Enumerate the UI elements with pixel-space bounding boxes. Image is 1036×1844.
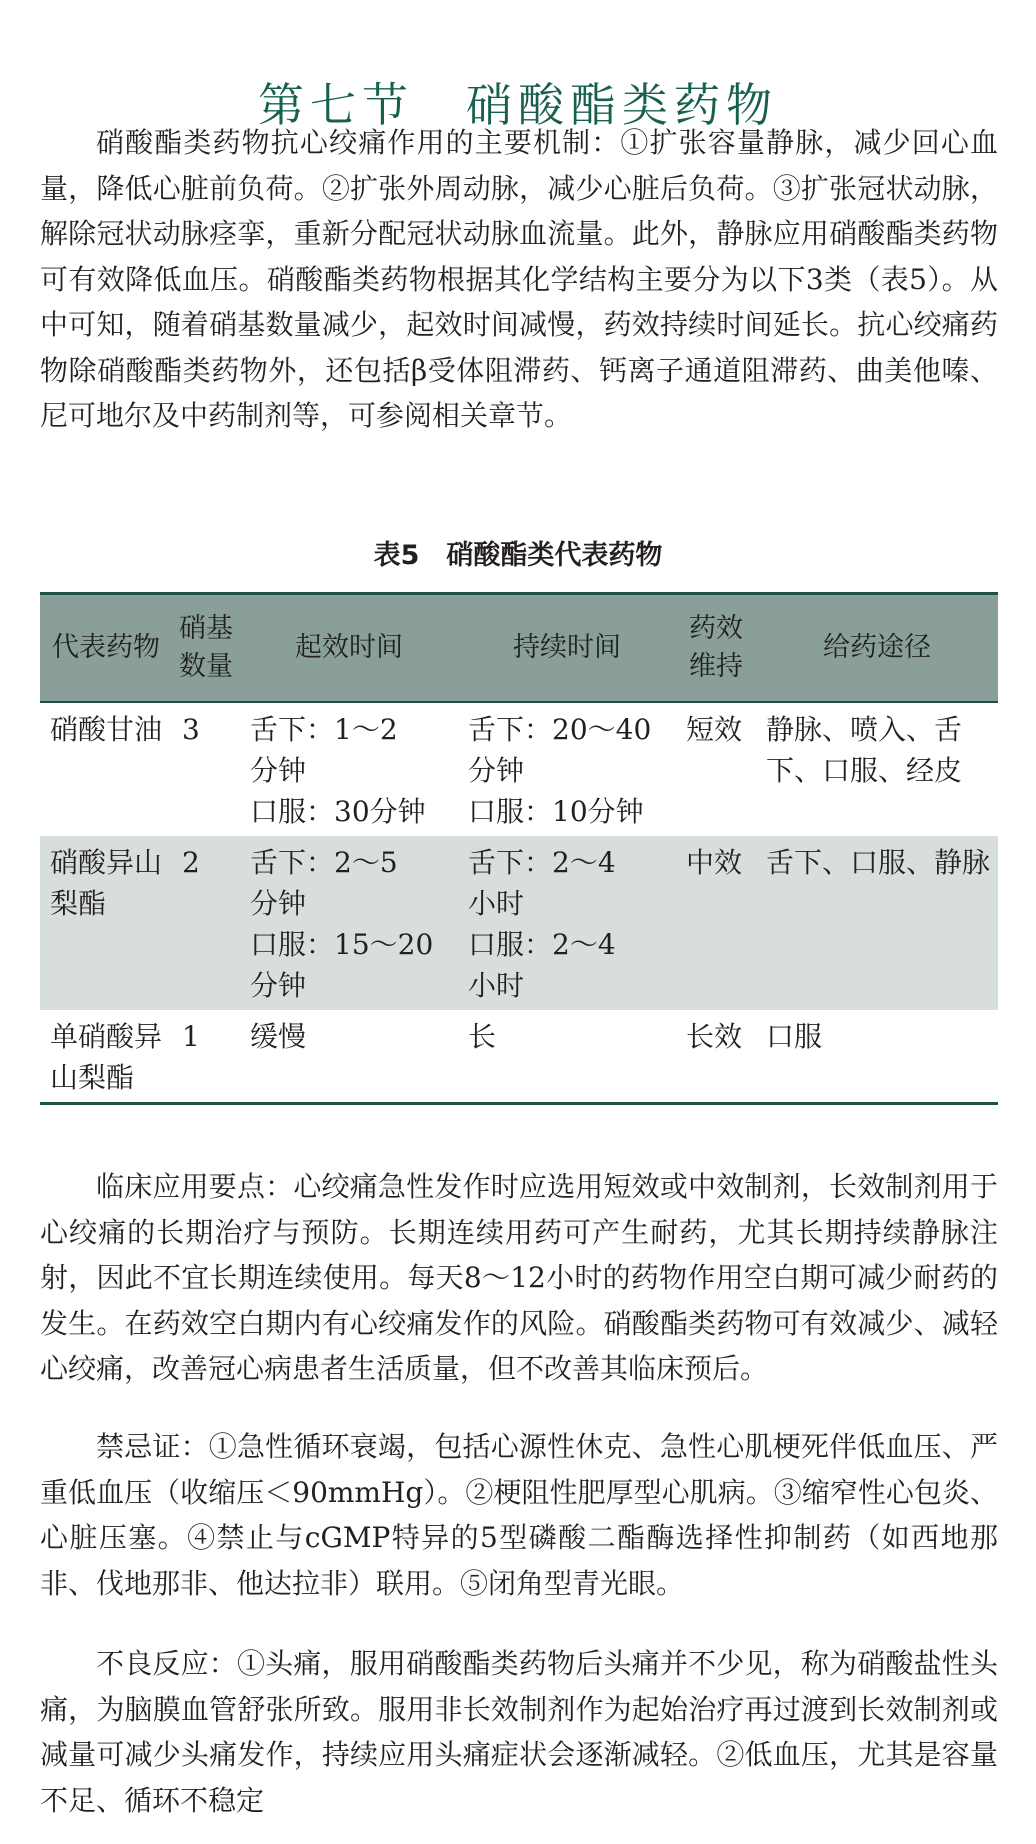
clinical-usage-paragraph: 临床应用要点：心绞痛急性发作时应选用短效或中效制剂，长效制剂用于心绞痛的长期治疗与预防。长期连续用药可产生耐药，尤其长期持续静脉注射，因此不宜长期连续使用。每天8～12小时的药物作用空白期可减少耐药的发生。在药效空白期内有心绞痛发作的风险。硝酸酯类药物可有效减少、减轻心绞痛，改善冠心病患者生活质量，但不改善其临床预后。: [40, 1170, 998, 1385]
drug-name: 硝酸甘油: [50, 713, 163, 746]
duration-line: 小时: [468, 969, 525, 1002]
duration-line: 长: [468, 1020, 497, 1053]
table-row: [40, 836, 998, 1010]
intro-paragraph: 硝酸酯类药物抗心绞痛作用的主要机制：①扩张容量静脉，减少回心血量，降低心脏前负荷。②扩张外周动脉，减少心脏后负荷。③扩张冠状动脉，解除冠状动脉痉挛，重新分配冠状动脉血流量。此外，静脉应用硝酸酯类药物可有效降低血压。硝酸酯类药物根据其化学结构主要分为以下3类（表5）。从中可知，随着硝基数量减少，起效时间减慢，药效持续时间延长。抗心绞痛药物除硝酸酯类药物外，还包括β受体阻滞药、钙离子通道阻滞药、曲美他嗪、尼可地尔及中药制剂等，可参阅相关章节。: [40, 126, 998, 432]
duration-cell: [458, 836, 676, 1010]
header-onset: 起效时间: [240, 594, 458, 703]
onset-cell: [240, 702, 458, 836]
table-header-row: [40, 594, 998, 703]
nitrate-drug-table: [40, 592, 998, 1105]
header-effect: 药效维持: [676, 594, 756, 703]
onset-cell: [240, 1010, 458, 1104]
effect-duration: 中效: [686, 846, 743, 879]
table-row: [40, 702, 998, 836]
table-caption: 表5 硝酸酯类代表药物: [373, 540, 663, 571]
onset-cell: [240, 836, 458, 1010]
onset-line: 缓慢: [250, 1020, 307, 1053]
onset-line: 分钟: [250, 887, 307, 920]
drug-name: 硝酸异山梨酯: [50, 846, 163, 920]
adverse-reactions-paragraph: 不良反应：①头痛，服用硝酸酯类药物后头痛并不少见，称为硝酸盐性头痛，为脑膜血管舒张所致。服用非长效制剂作为起始治疗再过渡到长效制剂或减量可减少头痛发作，持续应用头痛症状会逐渐减轻。②低血压，尤其是容量不足、循环不稳定: [40, 1647, 998, 1817]
header-drug: 代表药物: [40, 594, 172, 703]
duration-cell: [458, 702, 676, 836]
header-route: 给药途径: [756, 594, 998, 703]
effect-duration: 长效: [676, 1010, 756, 1104]
section-title: 第七节 硝酸酯类药物: [258, 77, 778, 132]
effect-duration: 短效: [686, 713, 743, 746]
onset-line: 分钟: [250, 754, 307, 787]
duration-line: 分钟: [468, 754, 525, 787]
onset-line: 分钟: [250, 969, 307, 1002]
route: 口服: [756, 1010, 998, 1104]
nitro-count: 1: [172, 1010, 240, 1104]
onset-line: 口服：30分钟: [250, 795, 426, 828]
duration-line: 小时: [468, 887, 525, 920]
duration-cell: [458, 1010, 676, 1104]
duration-line: 舌下：2～4: [468, 846, 616, 879]
header-duration: 持续时间: [458, 594, 676, 703]
nitro-count: 3: [182, 713, 200, 746]
route: 舌下、口服、静脉: [766, 846, 991, 879]
drug-name: 单硝酸异山梨酯: [40, 1010, 172, 1104]
duration-line: 舌下：20～40: [468, 713, 652, 746]
duration-line: 口服：10分钟: [468, 795, 644, 828]
onset-line: 口服：15～20: [250, 928, 434, 961]
contraindications-paragraph: 禁忌证：①急性循环衰竭，包括心源性休克、急性心肌梗死伴低血压、严重低血压（收缩压＜90mmHg）。②梗阻性肥厚型心肌病。③缩窄性心包炎、心脏压塞。④禁止与cGMP特异的5型磷酸二酯酶选择性抑制药（如西地那非、伐地那非、他达拉非）联用。⑤闭角型青光眼。: [40, 1430, 998, 1600]
onset-line: 舌下：2～5: [250, 846, 398, 879]
nitro-count: 2: [182, 846, 200, 879]
route: 静脉、喷入、舌下、口服、经皮: [766, 713, 963, 787]
table-row: [40, 1010, 998, 1104]
header-nitro-count: 硝基数量: [172, 594, 240, 703]
duration-line: 口服：2～4: [468, 928, 616, 961]
onset-line: 舌下：1～2: [250, 713, 398, 746]
